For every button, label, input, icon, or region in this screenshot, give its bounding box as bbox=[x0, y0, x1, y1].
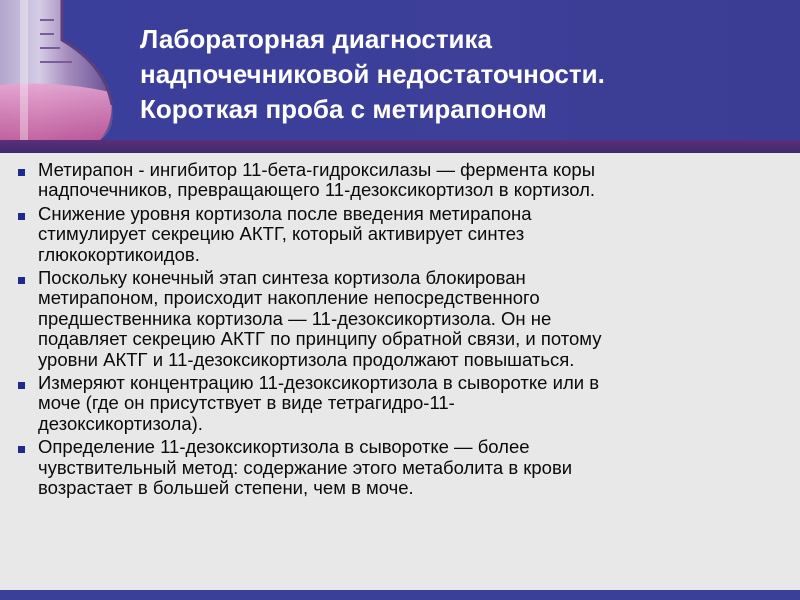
bullet-marker-icon bbox=[18, 446, 25, 453]
text-line: моче (где он присутствует в виде тетрагидро-11- bbox=[38, 392, 455, 414]
text-line: метирапоном, происходит накопление непосредственного bbox=[38, 287, 540, 309]
slide-body bbox=[0, 153, 800, 590]
title-line: надпочечниковой недостаточности. bbox=[140, 59, 605, 89]
text-line: глюкокортикоидов. bbox=[38, 243, 200, 265]
slide-title bbox=[140, 22, 780, 127]
text-line: стимулирует секрецию АКТГ, который активирует синтез bbox=[38, 223, 525, 245]
text-line: Метирапон - ингибитор 11-бета-гидроксилазы — фермента коры bbox=[38, 159, 595, 180]
bullet-text bbox=[38, 437, 788, 498]
accent-band bbox=[0, 140, 800, 153]
text-line: подавляет секрецию АКТГ по принципу обратной связи, и потому bbox=[38, 328, 602, 350]
bullet-list bbox=[18, 160, 788, 502]
bullet-item bbox=[18, 268, 788, 370]
text-line: Определение 11-дезоксикортизола в сыворотке — более bbox=[38, 436, 530, 458]
bullet-item bbox=[18, 160, 788, 201]
bullet-text bbox=[38, 160, 788, 201]
text-line: возрастает в большей степени, чем в моче. bbox=[38, 477, 414, 499]
slide-header bbox=[0, 0, 800, 140]
bullet-item bbox=[18, 204, 788, 265]
bullet-item bbox=[18, 373, 788, 434]
text-line: Снижение уровня кортизола после введения метирапона bbox=[38, 202, 532, 224]
bottom-band bbox=[0, 590, 800, 600]
text-line: Измеряют концентрацию 11-дезоксикортизола в сыворотке или в bbox=[38, 372, 600, 394]
text-line: чувствительный метод: содержание этого метаболита в крови bbox=[38, 456, 573, 478]
bullet-marker-icon bbox=[18, 277, 25, 284]
text-line: надпочечников, превращающего 11-дезоксикортизол в кортизол. bbox=[38, 179, 596, 201]
bullet-marker-icon bbox=[18, 169, 25, 176]
bullet-marker-icon bbox=[18, 213, 25, 220]
text-line: предшественника кортизола — 11-дезоксикортизола. Он не bbox=[38, 307, 552, 329]
bullet-text bbox=[38, 204, 788, 265]
text-line: Поскольку конечный этап синтеза кортизола блокирован bbox=[38, 267, 526, 289]
flask-image bbox=[0, 0, 130, 140]
text-line: дезоксикортизола). bbox=[38, 412, 203, 434]
bullet-text bbox=[38, 373, 788, 434]
bullet-item bbox=[18, 437, 788, 498]
bullet-marker-icon bbox=[18, 382, 25, 389]
title-line: Лабораторная диагностика bbox=[140, 24, 493, 54]
text-line: уровни АКТГ и 11-дезоксикортизола продолжают повышаться. bbox=[38, 348, 575, 370]
title-line: Короткая проба с метирапоном bbox=[140, 94, 547, 124]
bullet-text bbox=[38, 268, 788, 370]
